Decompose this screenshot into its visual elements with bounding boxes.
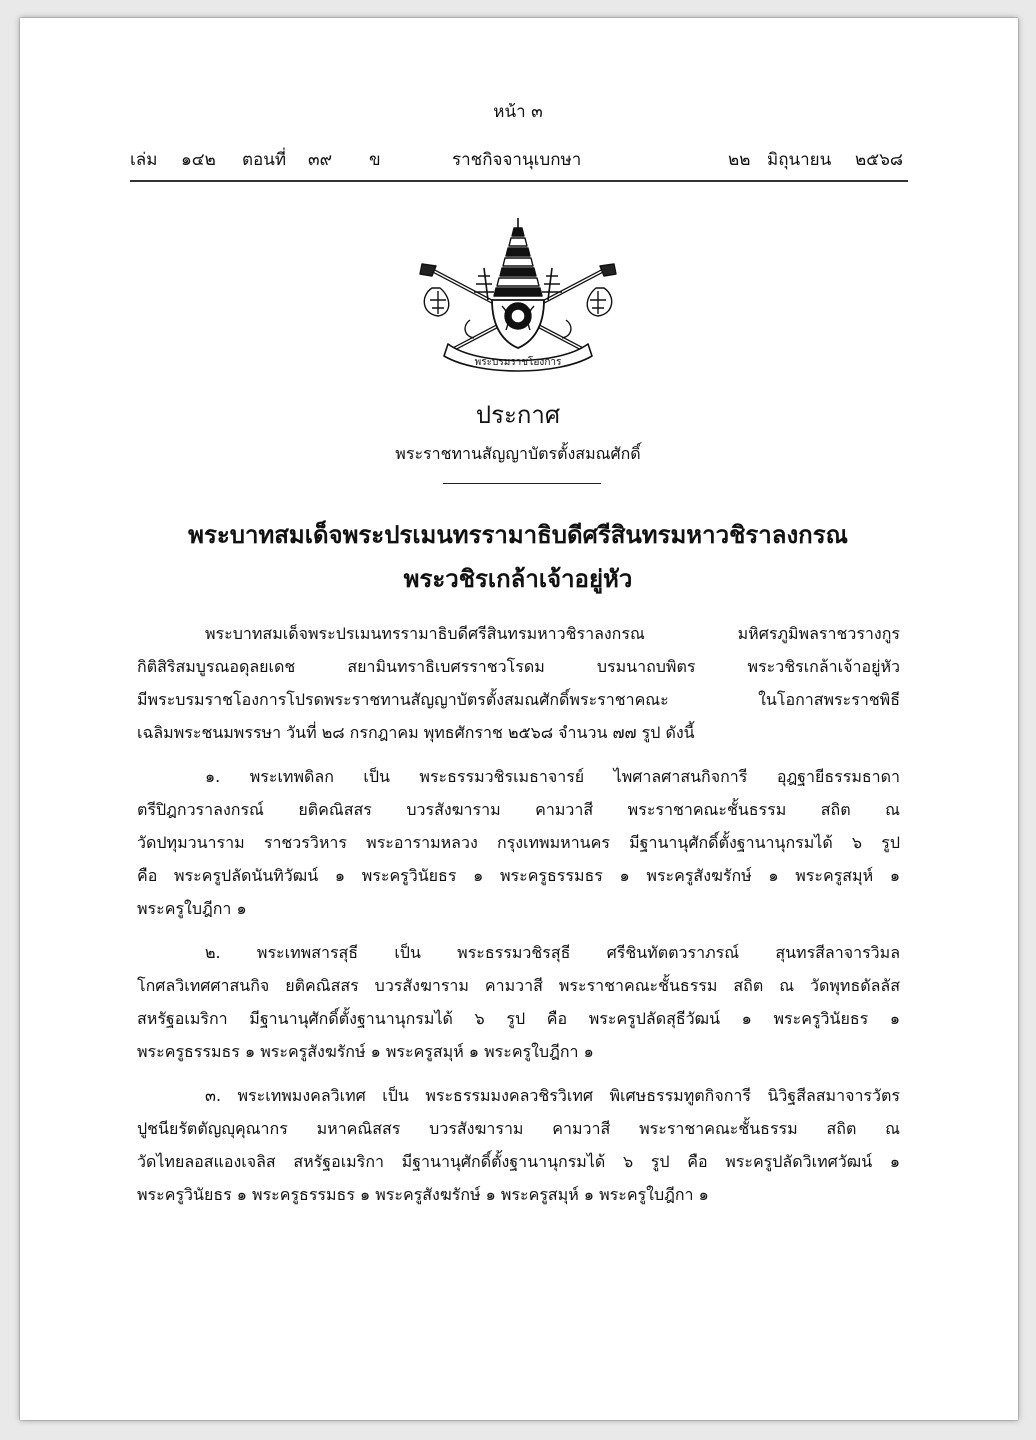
body-line: ๓. พระเทพมงคลวิเทศ เป็น พระธรรมมงคลวชิรวิเทศ พิเศษธรรมทูตกิจการี นิวิฐสีลสมาจารวัตร — [205, 1086, 900, 1105]
body-line: พระครูวินัยธร ๑ พระครูธรรมธร ๑ พระครูสังฆรักษ์ ๑ พระครูสมุห์ ๑ พระครูใบฎีกา ๑ — [137, 1185, 709, 1204]
body-line: เฉลิมพระชนมพรรษา วันที่ ๒๘ กรกฎาคม พุทธศักราช ๒๕๖๘ จำนวน ๗๗ รูป ดังนี้ — [137, 723, 695, 742]
body-line: คือ พระครูปลัดนันทิวัฒน์ ๑ พระครูวินัยธร ๑ พระครูธรรมธร ๑ พระครูสังฆรักษ์ ๑ พระครูสมุห์ ๑ — [137, 866, 900, 885]
royal-emblem-icon — [418, 216, 618, 376]
section-number: ๓๙ — [308, 150, 333, 170]
king-title-line-2: พระวชิรเกล้าเจ้าอยู่หัว — [403, 565, 633, 593]
publication-name: ราชกิจจานุเบกษา — [452, 150, 582, 170]
body-line: พระครูธรรมธร ๑ พระครูสังฆรักษ์ ๑ พระครูสมุห์ ๑ พระครูใบฎีกา ๑ — [137, 1042, 594, 1061]
date-month: มิถุนายน — [767, 150, 832, 170]
body-line: กิติสิริสมบูรณอดุลยเดช สยามินทราธิเบศรราชวโรดม บรมนาถบพิตร พระวชิรเกล้าเจ้าอยู่หัว — [137, 657, 900, 676]
body-line: พระบาทสมเด็จพระปรเมนทรรามาธิบดีศรีสินทรมหาวชิราลงกรณ มหิศรภูมิพลราชวรางกูร — [205, 624, 900, 643]
announcement-type: ประกาศ — [475, 401, 561, 429]
svg-text:พระบรมราชโองการ: พระบรมราชโองการ — [474, 357, 562, 368]
body-line: วัดไทยลอสแองเจลิส สหรัฐอเมริกา มีฐานานุศักดิ์ตั้งฐานานุกรมได้ ๖ รูป คือ พระครูปลัดวิเทศวัฒน์ ๑ — [137, 1152, 900, 1171]
king-title-line-1: พระบาทสมเด็จพระปรเมนทรรามาธิบดีศรีสินทรมหาวชิราลงกรณ — [188, 521, 848, 549]
body-line: วัดปทุมวนาราม ราชวรวิหาร พระอารามหลวง กรุงเทพมหานคร มีฐานานุศักดิ์ตั้งฐานานุกรมได้ ๖ รูป — [137, 833, 900, 852]
body-line: มีพระบรมราชโองการโปรดพระราชทานสัญญาบัตรตั้งสมณศักดิ์พระราชาคณะ ในโอกาสพระราชพิธี — [137, 690, 900, 709]
page-number: หน้า ๓ — [493, 102, 543, 122]
gazette-header — [130, 142, 908, 182]
section-label: ตอนที่ — [242, 150, 287, 170]
title-divider — [443, 483, 601, 484]
body-line: ๑. พระเทพดิลก เป็น พระธรรมวชิรเมธาจารย์ ไพศาลศาสนกิจการี อุฎฐายีธรรมธาดา — [205, 767, 900, 786]
date-year: ๒๕๖๘ — [855, 150, 903, 170]
volume-label: เล่ม — [130, 150, 158, 170]
body-line: ตรีปิฎกวราลงกรณ์ ยติคณิสสร บวรสังฆาราม คามวาสี พระราชาคณะชั้นธรรม สถิต ณ — [137, 800, 900, 819]
section-type: ข — [369, 150, 381, 170]
body-line: ๒. พระเทพสารสุธี เป็น พระธรรมวชิรสุธี ศรีชินทัตตวราภรณ์ สุนทรสีลาจารวิมล — [205, 943, 900, 962]
volume-number: ๑๔๒ — [181, 150, 216, 170]
body-line: ปูชนียรัตตัญญุคุณากร มหาคณิสสร บวรสังฆาราม คามวาสี พระราชาคณะชั้นธรรม สถิต ณ — [137, 1119, 900, 1138]
date-day: ๒๒ — [728, 150, 751, 170]
body-line: พระครูใบฎีกา ๑ — [137, 899, 247, 918]
body-line: โกศลวิเทศศาสนกิจ ยติคณิสสร บวรสังฆาราม คามวาสี พระราชาคณะชั้นธรรม สถิต ณ วัดพุทธดัลลัส — [137, 976, 900, 995]
announcement-subject: พระราชทานสัญญาบัตรตั้งสมณศักดิ์ — [395, 444, 641, 463]
body-line: สหรัฐอเมริกา มีฐานานุศักดิ์ตั้งฐานานุกรมได้ ๖ รูป คือ พระครูปลัดสุธีวัฒน์ ๑ พระครูวินัยธร ๑ — [137, 1009, 900, 1028]
